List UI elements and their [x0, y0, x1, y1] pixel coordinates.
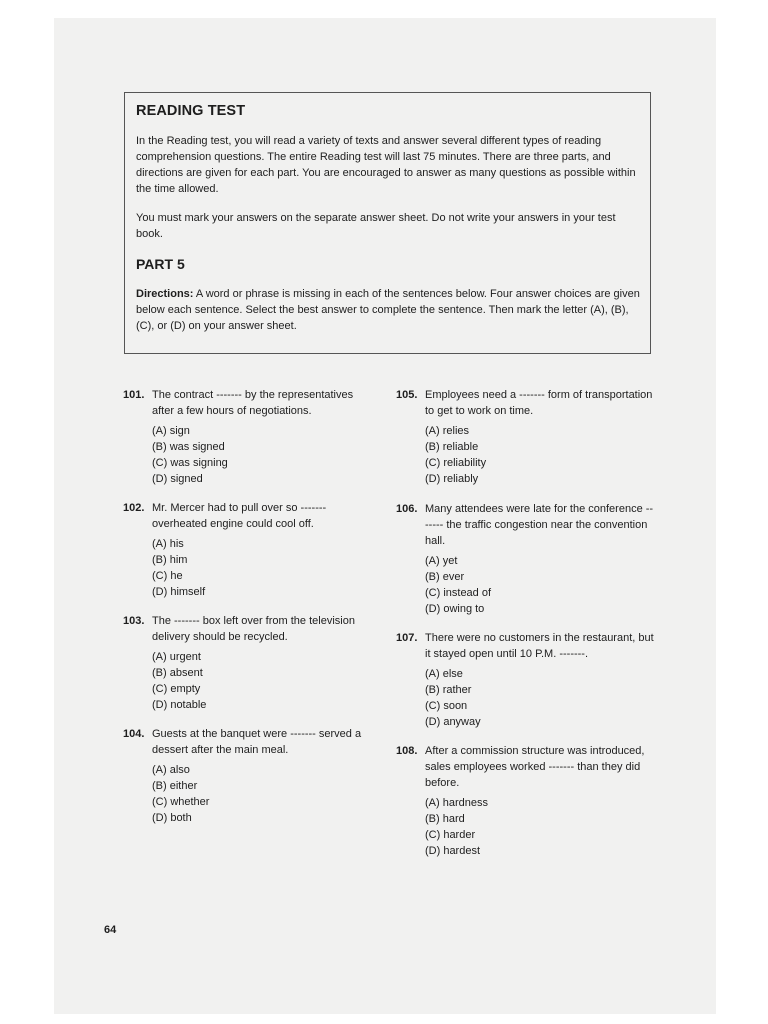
- option-c: (C) empty: [152, 683, 201, 695]
- option-c: (C) he: [152, 570, 183, 582]
- intro-paragraph: In the Reading test, you will read a variety of texts and answer several different types of reading comprehension questions. The entire Reading test will last 75 minutes. There are three parts, and directions are given for each part. You are encouraged to answer as many questions as possible within the time allowed.: [136, 135, 636, 195]
- directions-text: A word or phrase is missing in each of the sentences below. Four answer choices are given below each sentence. Select the best answer to complete the sentence. Then mark the letter (A), (B), (C), or (D) on your answer sheet.: [136, 288, 640, 332]
- option-a: (A) urgent: [152, 651, 201, 663]
- question-number: 101.: [123, 389, 145, 401]
- question-number: 107.: [396, 632, 418, 644]
- question-number: 106.: [396, 503, 418, 515]
- question-102: [123, 500, 363, 600]
- question-number: 103.: [123, 615, 145, 627]
- question-107: [396, 630, 656, 730]
- option-a: (A) his: [152, 538, 184, 550]
- option-d: (D) reliably: [425, 473, 479, 485]
- answer-options: [152, 423, 363, 487]
- option-b: (B) either: [152, 780, 198, 792]
- option-d: (D) notable: [152, 699, 207, 711]
- question-number: 102.: [123, 502, 145, 514]
- question-number: 108.: [396, 745, 418, 757]
- option-d: (D) anyway: [425, 716, 481, 728]
- option-c: (C) whether: [152, 796, 210, 808]
- option-b: (B) reliable: [425, 441, 479, 453]
- answer-options: [152, 536, 363, 600]
- option-b: (B) was signed: [152, 441, 225, 453]
- answer-sheet-note: You must mark your answers on the separate answer sheet. Do not write your answers in your test book.: [136, 212, 616, 240]
- question-103: [123, 613, 363, 713]
- answer-options: [425, 553, 656, 617]
- option-b: (B) absent: [152, 667, 203, 679]
- question-106: [396, 501, 656, 617]
- option-d: (D) both: [152, 812, 192, 824]
- answer-options: [152, 762, 363, 826]
- section-title: READING TEST: [136, 103, 246, 119]
- question-text: Employees need a ------- form of transportation to get to work on time.: [425, 389, 653, 417]
- answer-options: [152, 649, 363, 713]
- question-104: [123, 726, 363, 826]
- option-b: (B) ever: [425, 571, 465, 583]
- answer-options: [425, 795, 656, 859]
- question-number: 105.: [396, 389, 418, 401]
- option-b: (B) hard: [425, 813, 465, 825]
- option-c: (C) was signing: [152, 457, 228, 469]
- question-number: 104.: [123, 728, 145, 740]
- directions-paragraph: [136, 286, 640, 334]
- option-a: (A) also: [152, 764, 190, 776]
- option-b: (B) him: [152, 554, 188, 566]
- question-text: Mr. Mercer had to pull over so ------- overheated engine could cool off.: [152, 502, 327, 530]
- part-title: PART 5: [136, 256, 185, 272]
- question-101: [123, 387, 363, 487]
- answer-options: [425, 666, 656, 730]
- question-text: The ------- box left over from the television delivery should be recycled.: [152, 615, 355, 643]
- option-d: (D) himself: [152, 586, 206, 598]
- question-108: [396, 743, 656, 859]
- question-text: There were no customers in the restaurant, but it stayed open until 10 P.M. -------.: [425, 632, 654, 660]
- page-number: 64: [104, 924, 117, 936]
- option-d: (D) hardest: [425, 845, 481, 857]
- answer-options: [425, 423, 656, 487]
- option-a: (A) yet: [425, 555, 458, 567]
- option-c: (C) soon: [425, 700, 468, 712]
- option-d: (D) signed: [152, 473, 203, 485]
- option-d: (D) owing to: [425, 603, 485, 615]
- option-c: (C) reliability: [425, 457, 487, 469]
- option-c: (C) instead of: [425, 587, 492, 599]
- question-text: After a commission structure was introduced, sales employees worked ------- than they did before.: [425, 745, 645, 789]
- option-a: (A) relies: [425, 425, 470, 437]
- question-text: Guests at the banquet were ------- served a dessert after the main meal.: [152, 728, 362, 756]
- reading-test-instructions: [124, 92, 651, 354]
- option-a: (A) hardness: [425, 797, 488, 809]
- directions-label: Directions:: [136, 288, 194, 300]
- question-text: The contract ------- by the representatives after a few hours of negotiations.: [152, 389, 354, 417]
- option-c: (C) harder: [425, 829, 476, 841]
- option-a: (A) sign: [152, 425, 190, 437]
- option-a: (A) else: [425, 668, 463, 680]
- option-b: (B) rather: [425, 684, 472, 696]
- question-text: Many attendees were late for the conference ------- the traffic congestion near the convention hall.: [425, 503, 654, 547]
- question-105: [396, 387, 656, 487]
